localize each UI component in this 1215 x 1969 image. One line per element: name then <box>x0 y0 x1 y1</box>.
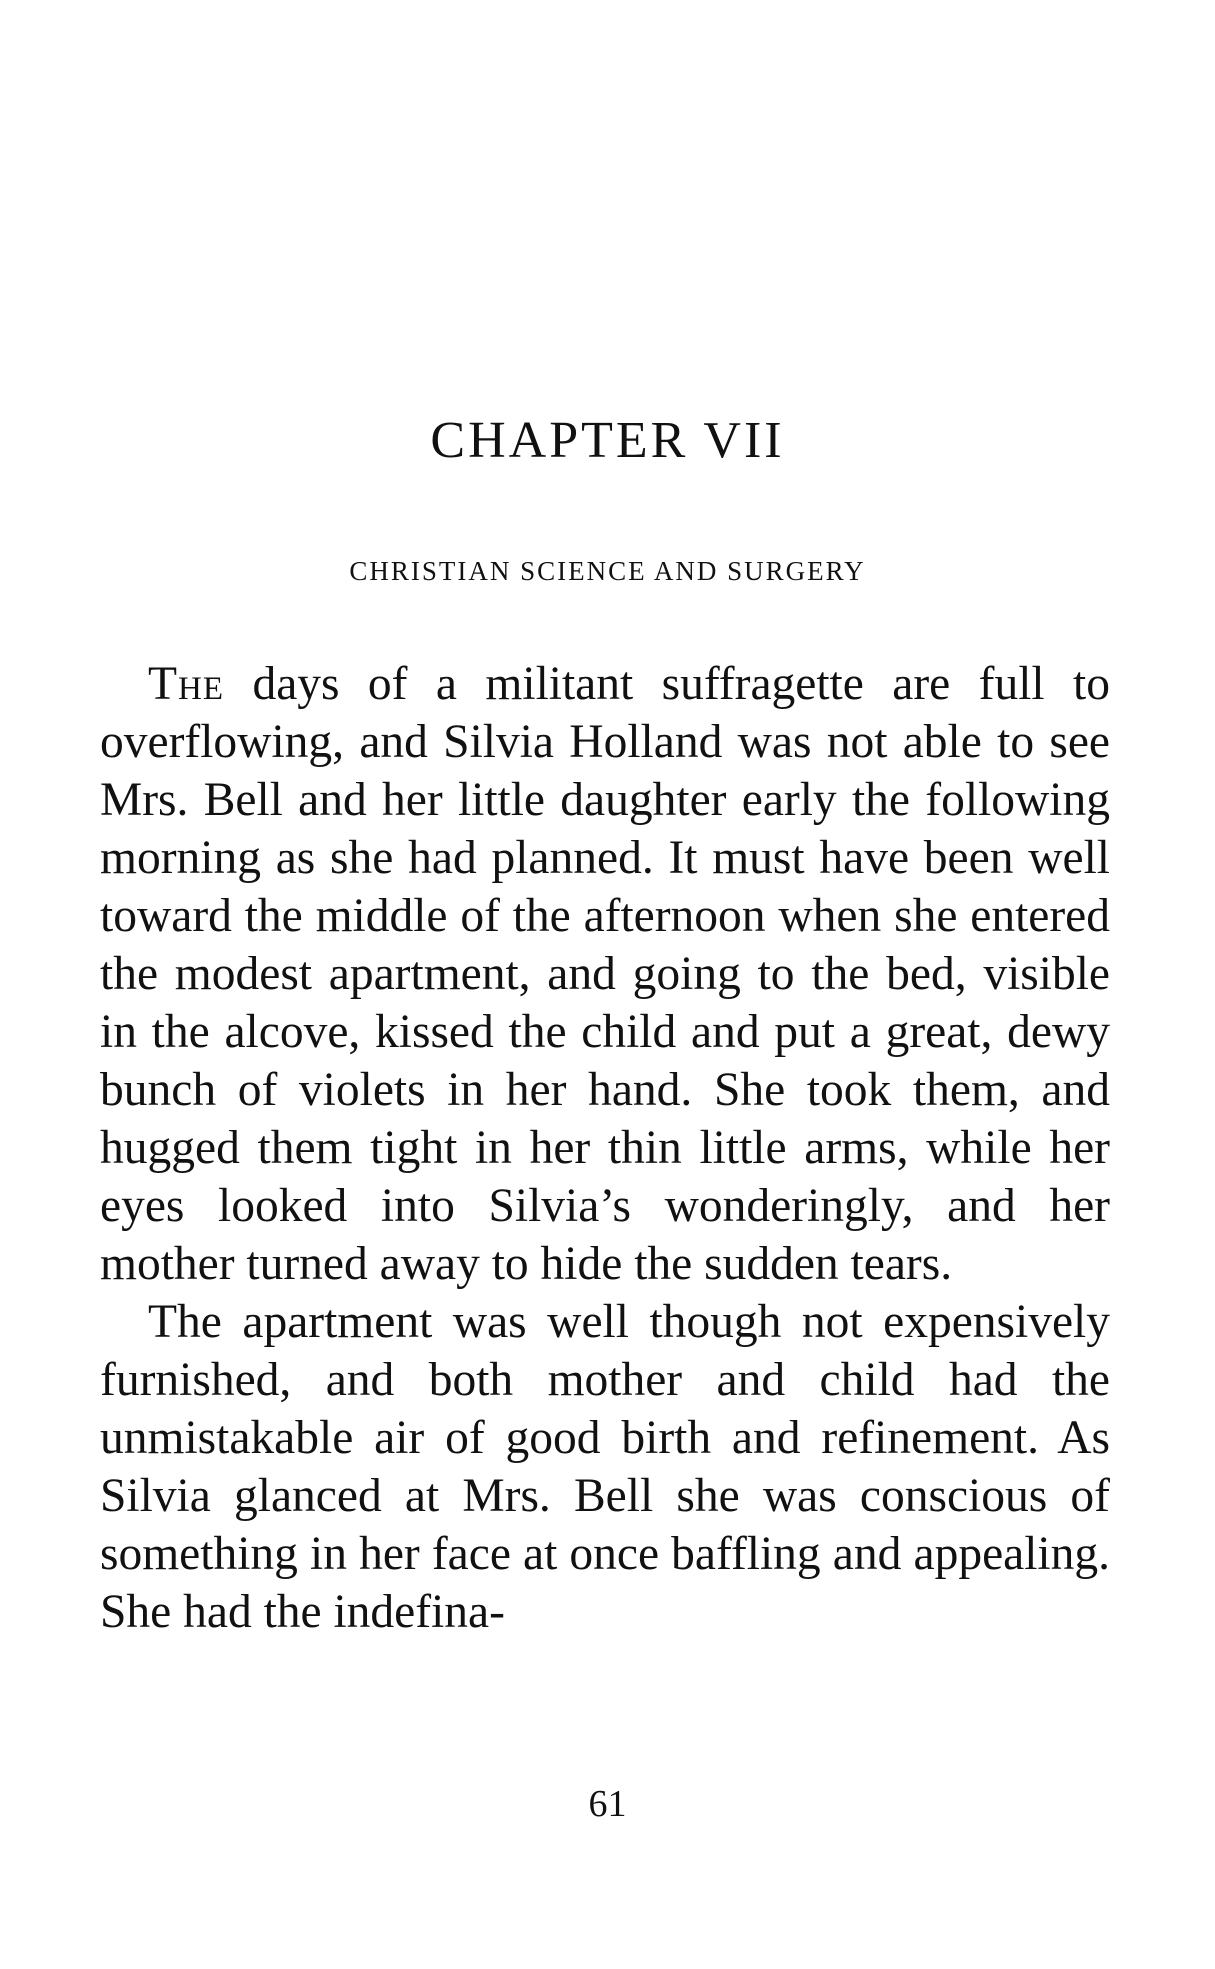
paragraph-2-text: The apartment was well though not expensively furnished, and both mother and child had the unmistakable air of good birth and refinement. As Silvia glanced at Mrs. Bell she was conscious of something in her face at once baffling and appealing. She had the indefina- <box>100 1296 1110 1638</box>
paragraph-lead-word: The <box>148 658 225 710</box>
chapter-subtitle: CHRISTIAN SCIENCE AND SURGERY <box>349 556 866 586</box>
body-text <box>100 655 1110 1641</box>
paragraph-1-text: days of a militant suffragette are full to overflowing, and Silvia Holland was not able to see Mrs. Bell and her little daughter early the following morning as she had planned. It must have been well toward the middle of the afternoon when she entered the modest apartment, and going to the bed, visible in the alcove, kissed the child and put a great, dewy bunch of violets in her hand. She took them, and hugged them tight in her thin little arms, while her eyes looked into Silvia’s wonderingly, and her mother turned away to hide the sudden tears. <box>100 658 1110 1290</box>
page-number: 61 <box>588 1783 627 1825</box>
paragraph-2 <box>100 1293 1110 1641</box>
paragraph-1 <box>100 655 1110 1293</box>
chapter-title: CHAPTER VII <box>430 412 785 469</box>
